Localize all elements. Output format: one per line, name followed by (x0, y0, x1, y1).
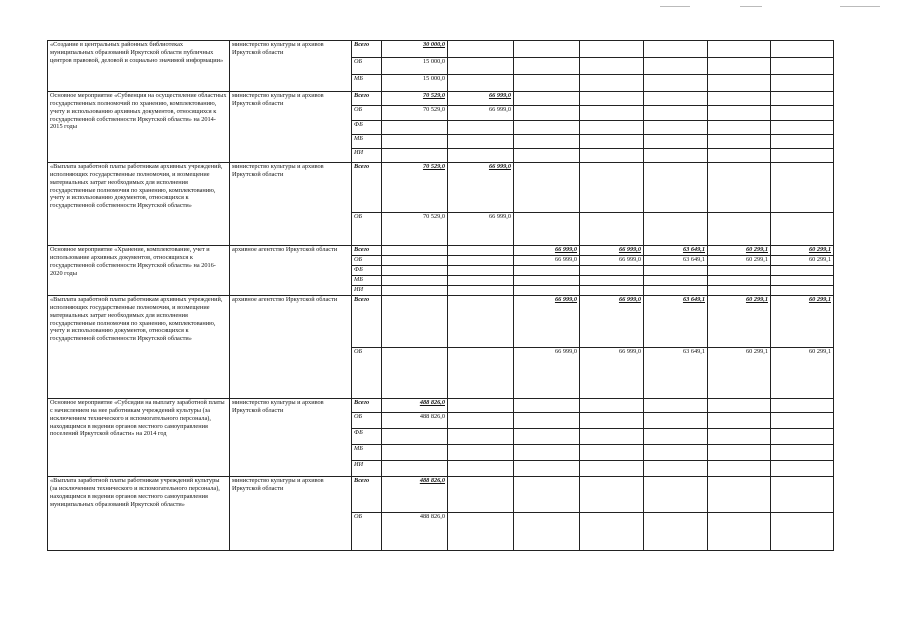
amount-cell (644, 399, 708, 413)
amount-cell (514, 445, 580, 461)
amount-cell (448, 461, 514, 477)
amount-cell: 60 299,1 (708, 246, 771, 256)
amount-cell (448, 445, 514, 461)
funding-source: ФБ (352, 266, 382, 276)
amount-cell (448, 477, 514, 513)
funding-source: ОБ (352, 413, 382, 429)
amount-cell: 60 299,1 (708, 348, 771, 399)
funding-source: ОБ (352, 213, 382, 246)
amount-cell (644, 477, 708, 513)
amount-cell (644, 445, 708, 461)
amount-cell: 63 649,1 (644, 256, 708, 266)
amount-cell (514, 163, 580, 213)
scan-mark (840, 6, 880, 7)
amount-cell: 66 999,0 (580, 348, 644, 399)
amount-cell: 63 649,1 (644, 296, 708, 348)
amount-cell (708, 41, 771, 58)
responsible-executor: архивное агентство Иркутской области (230, 296, 352, 399)
amount-cell (514, 266, 580, 276)
amount-cell (514, 399, 580, 413)
funding-source: Всего (352, 296, 382, 348)
amount-cell (580, 106, 644, 121)
amount-cell (448, 296, 514, 348)
amount-cell (771, 413, 834, 429)
amount-cell (644, 276, 708, 286)
amount-cell (580, 266, 644, 276)
amount-cell (644, 461, 708, 477)
amount-cell (644, 286, 708, 296)
amount-cell (514, 276, 580, 286)
funding-source: МБ (352, 75, 382, 92)
amount-cell (382, 266, 448, 276)
amount-cell: 60 299,1 (771, 256, 834, 266)
funding-source: МБ (352, 135, 382, 149)
amount-cell (580, 121, 644, 135)
funding-source: ОБ (352, 256, 382, 266)
responsible-executor: министерство культуры и архивов Иркутской области (230, 399, 352, 477)
amount-cell (382, 256, 448, 266)
amount-cell (708, 445, 771, 461)
amount-cell (382, 461, 448, 477)
measure-description: «Выплата заработной платы работникам архивных учреждений, исполняющих государственные полномочия, и возмещение материальных затрат необходимых для исполнения государственные полномочия по хранению, комплектованию, учету и использованию документов, относящихся к государственной собственности Иркутской области» (48, 163, 230, 246)
funding-source: ФБ (352, 121, 382, 135)
table-row (48, 163, 834, 213)
amount-cell (382, 296, 448, 348)
amount-cell (514, 286, 580, 296)
amount-cell (382, 286, 448, 296)
amount-cell (580, 429, 644, 445)
amount-cell: 60 299,1 (771, 348, 834, 399)
amount-cell (580, 399, 644, 413)
amount-cell (771, 163, 834, 213)
amount-cell (514, 429, 580, 445)
amount-cell (580, 75, 644, 92)
amount-cell: 66 999,0 (580, 246, 644, 256)
amount-cell (448, 149, 514, 163)
amount-cell: 66 999,0 (448, 213, 514, 246)
amount-cell (580, 445, 644, 461)
budget-table (47, 40, 834, 551)
amount-cell (644, 75, 708, 92)
amount-cell: 70 529,0 (382, 163, 448, 213)
amount-cell (644, 266, 708, 276)
measure-description: Основное мероприятие «Субсидии на выплату заработной платы с начислением на нее работникам учреждений культуры (за исключением технического и вспомогательного персонала), находящимся в ведении органов местного самоуправления поселений Иркутской области» на 2014 год (48, 399, 230, 477)
funding-source: ИИ (352, 461, 382, 477)
amount-cell (448, 513, 514, 551)
amount-cell (771, 58, 834, 75)
amount-cell (771, 121, 834, 135)
amount-cell (514, 92, 580, 106)
amount-cell (580, 149, 644, 163)
amount-cell (514, 213, 580, 246)
amount-cell (708, 399, 771, 413)
amount-cell (771, 445, 834, 461)
table-row (48, 92, 834, 106)
amount-cell: 66 999,0 (448, 163, 514, 213)
amount-cell (514, 75, 580, 92)
amount-cell (771, 92, 834, 106)
funding-source: ОБ (352, 348, 382, 399)
amount-cell (708, 266, 771, 276)
funding-source: Всего (352, 163, 382, 213)
amount-cell (708, 163, 771, 213)
amount-cell (382, 135, 448, 149)
amount-cell (708, 413, 771, 429)
amount-cell (771, 135, 834, 149)
amount-cell: 488 826,0 (382, 513, 448, 551)
amount-cell: 70 529,0 (382, 213, 448, 246)
amount-cell: 70 529,0 (382, 92, 448, 106)
funding-source: Всего (352, 246, 382, 256)
amount-cell (771, 106, 834, 121)
amount-cell (448, 256, 514, 266)
amount-cell (771, 286, 834, 296)
amount-cell (771, 477, 834, 513)
amount-cell (708, 513, 771, 551)
funding-source: ИИ (352, 286, 382, 296)
amount-cell: 66 999,0 (448, 106, 514, 121)
amount-cell: 70 529,0 (382, 106, 448, 121)
amount-cell (580, 41, 644, 58)
funding-source: ФБ (352, 429, 382, 445)
responsible-executor: архивное агентство Иркутской области (230, 246, 352, 296)
amount-cell: 15 000,0 (382, 75, 448, 92)
amount-cell (708, 106, 771, 121)
amount-cell (771, 429, 834, 445)
amount-cell (382, 149, 448, 163)
scan-mark (660, 6, 690, 7)
amount-cell (382, 276, 448, 286)
amount-cell (514, 135, 580, 149)
amount-cell (771, 266, 834, 276)
amount-cell (644, 163, 708, 213)
amount-cell (708, 276, 771, 286)
amount-cell (580, 276, 644, 286)
amount-cell (644, 429, 708, 445)
amount-cell (448, 121, 514, 135)
measure-description: «Выплата заработной платы работникам архивных учреждений, исполняющих государственные полномочия, и возмещение материальных затрат необходимых для исполнения государственные полномочия по хранению, комплектованию, учету и использованию документов, относящихся к государственной собственности Иркутской области» (48, 296, 230, 399)
amount-cell (382, 445, 448, 461)
amount-cell (514, 513, 580, 551)
amount-cell (448, 286, 514, 296)
table-row (48, 41, 834, 58)
amount-cell (514, 41, 580, 58)
funding-source: Всего (352, 92, 382, 106)
amount-cell (448, 429, 514, 445)
responsible-executor: министерство культуры и архивов Иркутской области (230, 92, 352, 163)
amount-cell (771, 513, 834, 551)
amount-cell (580, 477, 644, 513)
amount-cell (580, 413, 644, 429)
amount-cell (644, 213, 708, 246)
amount-cell (644, 135, 708, 149)
amount-cell (580, 286, 644, 296)
amount-cell (514, 461, 580, 477)
amount-cell: 488 826,0 (382, 477, 448, 513)
table-row (48, 399, 834, 413)
amount-cell: 60 299,1 (708, 296, 771, 348)
measure-description: «Создание в центральных районных библиотеках муниципальных образований Иркутской области публичных центров правовой, деловой и социально значимой информации» (48, 41, 230, 92)
measure-description: Основное мероприятие «Хранение, комплектование, учет и использование архивных документов, относящихся к государственной собственности Иркутской области» на 2016-2020 годы (48, 246, 230, 296)
amount-cell (580, 163, 644, 213)
amount-cell (448, 246, 514, 256)
amount-cell: 66 999,0 (448, 92, 514, 106)
amount-cell (771, 399, 834, 413)
amount-cell: 63 649,1 (644, 348, 708, 399)
amount-cell (382, 348, 448, 399)
funding-source: Всего (352, 477, 382, 513)
amount-cell (514, 149, 580, 163)
amount-cell (771, 75, 834, 92)
funding-source: МБ (352, 276, 382, 286)
amount-cell (448, 41, 514, 58)
amount-cell (708, 429, 771, 445)
table-row (48, 296, 834, 348)
amount-cell (708, 121, 771, 135)
amount-cell (580, 461, 644, 477)
amount-cell (448, 58, 514, 75)
funding-source: ИИ (352, 149, 382, 163)
amount-cell (644, 121, 708, 135)
amount-cell (644, 92, 708, 106)
amount-cell (644, 106, 708, 121)
amount-cell: 66 999,0 (514, 246, 580, 256)
amount-cell (382, 429, 448, 445)
amount-cell (708, 58, 771, 75)
amount-cell (771, 149, 834, 163)
table-row (48, 246, 834, 256)
amount-cell (514, 121, 580, 135)
amount-cell (448, 276, 514, 286)
amount-cell: 63 649,1 (644, 246, 708, 256)
amount-cell: 66 999,0 (514, 296, 580, 348)
amount-cell (708, 149, 771, 163)
funding-source: ОБ (352, 106, 382, 121)
amount-cell (580, 92, 644, 106)
amount-cell (448, 413, 514, 429)
amount-cell: 488 826,0 (382, 413, 448, 429)
amount-cell: 15 000,0 (382, 58, 448, 75)
funding-source: ОБ (352, 58, 382, 75)
amount-cell (448, 266, 514, 276)
amount-cell: 30 000,0 (382, 41, 448, 58)
table-row (48, 477, 834, 513)
amount-cell: 60 299,1 (708, 256, 771, 266)
amount-cell: 66 999,0 (580, 296, 644, 348)
amount-cell (580, 213, 644, 246)
amount-cell (771, 41, 834, 58)
amount-cell (514, 106, 580, 121)
amount-cell (771, 276, 834, 286)
amount-cell: 488 826,0 (382, 399, 448, 413)
amount-cell (644, 513, 708, 551)
amount-cell (382, 246, 448, 256)
amount-cell: 60 299,1 (771, 246, 834, 256)
measure-description: «Выплата заработной платы работникам учреждений культуры (за исключением технического и вспомогательного персонала), находящимся в ведении органов местного самоуправления муниципальных образований Иркутской области» (48, 477, 230, 551)
amount-cell: 66 999,0 (580, 256, 644, 266)
responsible-executor: министерство культуры и архивов Иркутской области (230, 163, 352, 246)
amount-cell (644, 149, 708, 163)
amount-cell (514, 413, 580, 429)
amount-cell (448, 135, 514, 149)
amount-cell (708, 135, 771, 149)
amount-cell (708, 461, 771, 477)
responsible-executor: министерство культуры и архивов Иркутской области (230, 477, 352, 551)
measure-description: Основное мероприятие «Субвенция на осуществление областных государственных полномочий по хранению, комплектованию, учету и использованию архивных документов, относящихся к государственной собственности Иркутской области» на 2014-2015 годы (48, 92, 230, 163)
amount-cell (708, 75, 771, 92)
amount-cell (708, 213, 771, 246)
amount-cell (708, 477, 771, 513)
amount-cell (514, 58, 580, 75)
amount-cell: 66 999,0 (514, 348, 580, 399)
responsible-executor: министерство культуры и архивов Иркутской области (230, 41, 352, 92)
amount-cell (644, 58, 708, 75)
amount-cell (708, 286, 771, 296)
amount-cell (708, 92, 771, 106)
amount-cell: 66 999,0 (514, 256, 580, 266)
amount-cell: 60 299,1 (771, 296, 834, 348)
amount-cell (644, 41, 708, 58)
funding-source: ОБ (352, 513, 382, 551)
funding-source: Всего (352, 41, 382, 58)
amount-cell (580, 58, 644, 75)
amount-cell (448, 348, 514, 399)
amount-cell (771, 213, 834, 246)
scan-mark (740, 6, 762, 7)
amount-cell (514, 477, 580, 513)
amount-cell (580, 135, 644, 149)
amount-cell (771, 461, 834, 477)
amount-cell (382, 121, 448, 135)
funding-source: Всего (352, 399, 382, 413)
amount-cell (644, 413, 708, 429)
amount-cell (448, 399, 514, 413)
amount-cell (448, 75, 514, 92)
funding-source: МБ (352, 445, 382, 461)
amount-cell (580, 513, 644, 551)
